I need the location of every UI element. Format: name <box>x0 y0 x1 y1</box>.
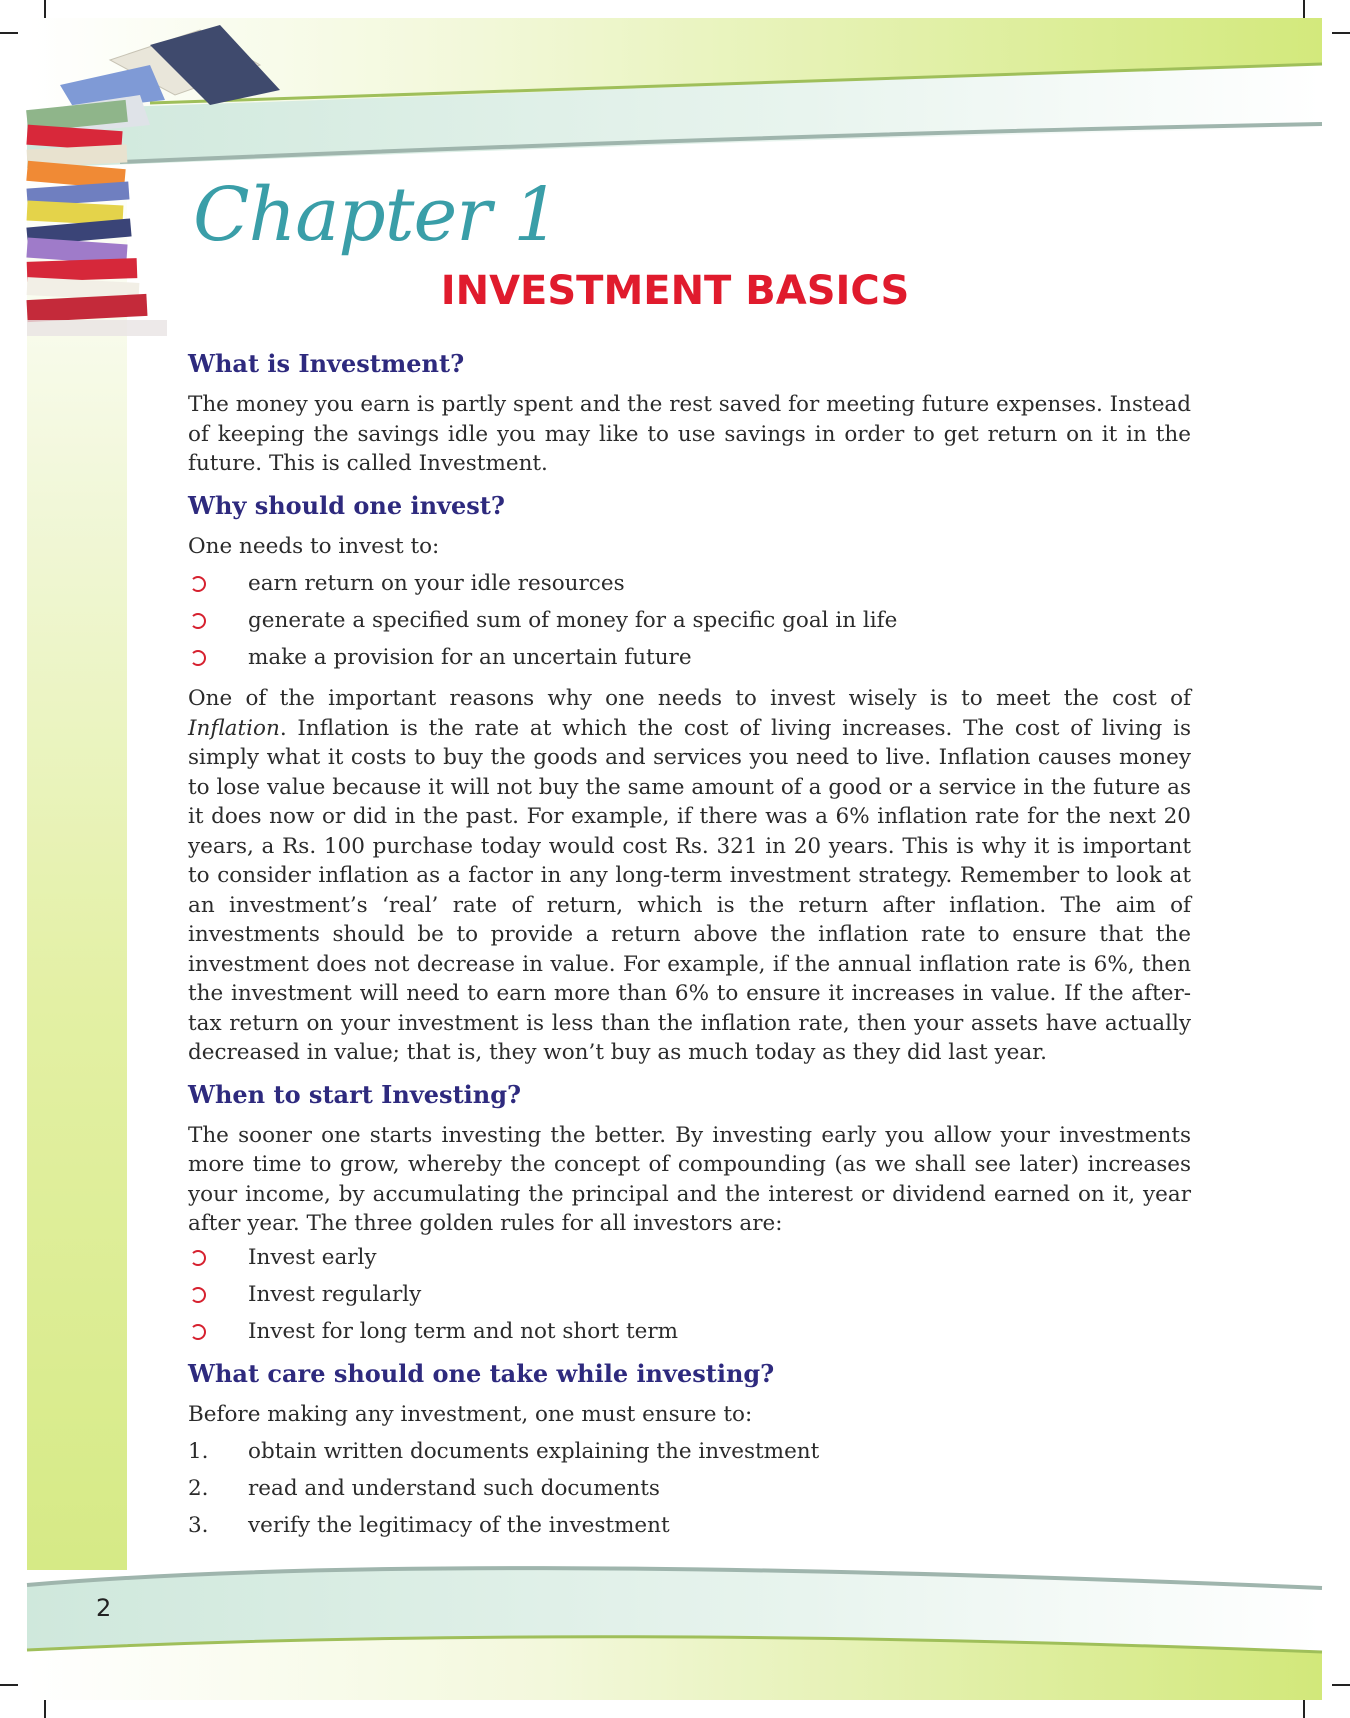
paragraph-care-intro: Before making any investment, one must ensure to: <box>188 1401 753 1427</box>
bullet-circle-icon <box>190 576 206 592</box>
list-number: 1. <box>188 1439 209 1464</box>
heading-care-while-investing: What care should one take while investing? <box>188 1358 775 1388</box>
chapter-title <box>0 268 1350 314</box>
heading-what-is-investment: What is Investment? <box>188 349 465 378</box>
list-item: generate a specified sum of money for a specific goal in life <box>188 602 1191 639</box>
paragraph-when-to-start: The sooner one starts investing the better. By investing early you allow your investments more time to grow, whereby the concept of compounding (as we shall see later) increases your income, by accumulating the principal and the interest or dividend earned on it, year after year. The three golden rules for all investors are: <box>188 1122 1191 1236</box>
paragraph-why-intro: One needs to invest to: <box>188 533 440 559</box>
list-number: 2. <box>188 1476 209 1501</box>
chapter-label: Chapter 1 <box>193 172 560 258</box>
paragraph-inflation: One of the important reasons why one needs to invest wisely is to meet the cost of Inflation. Inflation is the rate at which the cost of living increases. The cost of living is simply what it costs to buy the goods and services you need to live. Inflation causes money to lose value because it will not buy the same amount of a good or a service in the future as it does now or did in the past. For example, if there was a 6% inflation rate for the next 20 years, a Rs. 100 purchase today would cost Rs. 321 in 20 years. This is why it is important to consider inflation as a factor in any long-term investment strategy. Remember to look at an investment’s ‘real’ rate of return, which is the return after inflation. The aim of investments should be to provide a return above the inflation rate to ensure that the investment does not decrease in value. For example, if the annual inflation rate is 6%, then the investment will need to earn more than 6% to ensure it increases in value. If the after-tax return on your investment is less than the inflation rate, then your assets have actually decreased in value; that is, they won’t buy as much today as they did last year. <box>188 686 1191 1065</box>
paragraph-what-is-investment: The money you earn is partly spent and the rest saved for meeting future expenses. Instead of keeping the savings idle you may like to use savings in order to get return on it in the future. This is called Investment. <box>188 392 1191 476</box>
page-content <box>188 348 1191 1544</box>
bullet-circle-icon <box>190 1250 206 1266</box>
list-item: 2. read and understand such documents <box>188 1470 1191 1507</box>
inflation-term: Inflation <box>188 715 280 741</box>
list-number: 3. <box>188 1513 209 1538</box>
list-item: 3. verify the legitimacy of the investment <box>188 1507 1191 1544</box>
list-item: Invest early <box>188 1239 1191 1276</box>
care-numbered-list <box>188 1433 1191 1544</box>
heading-why-invest: Why should one invest? <box>188 490 505 520</box>
bullet-circle-icon <box>190 1287 206 1303</box>
page-number: 2 <box>96 1594 112 1622</box>
list-item: Invest for long term and not short term <box>188 1313 1191 1350</box>
heading-when-to-start: When to start Investing? <box>188 1079 522 1109</box>
chapter-title-text: INVESTMENT BASICS <box>440 268 910 314</box>
list-item: earn return on your idle resources <box>188 565 1191 602</box>
list-item: 1. obtain written documents explaining the investment <box>188 1433 1191 1470</box>
why-bullet-list <box>188 565 1191 676</box>
bullet-circle-icon <box>190 650 206 666</box>
bullet-circle-icon <box>190 613 206 629</box>
golden-rules-list <box>188 1239 1191 1350</box>
list-item: Invest regularly <box>188 1276 1191 1313</box>
bullet-circle-icon <box>190 1324 206 1340</box>
list-item: make a provision for an uncertain future <box>188 639 1191 676</box>
